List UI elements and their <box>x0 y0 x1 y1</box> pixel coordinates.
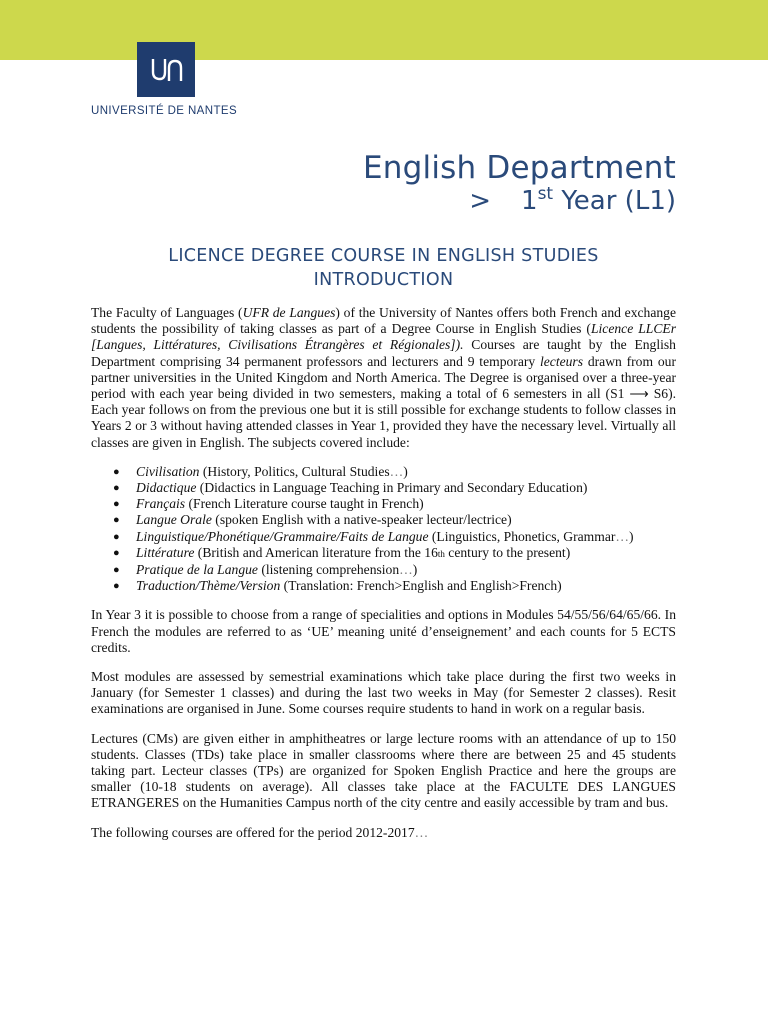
heading-line-2: INTRODUCTION <box>313 270 454 290</box>
intro-text: drawn from our partner universities in the United Kingdom and North America. The Degree is organised over a three-year period with each year being divided in two semesters, making a total of 6 semesters in all (S1 ⟶ S6). Each year follows on from the previous one but it is still possible for exchange students to follow classes in Years 2 or 3 without having attended classes in Year 1, provided they have the necessary level. Virtually all classes are given in English. The subjects covered include: <box>91 353 676 450</box>
subject-desc: (spoken English with a native-speaker lecteur/lectrice) <box>211 512 512 528</box>
arrow-glyph: > <box>469 186 492 216</box>
ellipsis: … <box>615 528 629 544</box>
subject-desc: (Linguistics, Phonetics, Grammar <box>428 528 616 544</box>
subject-name: Linguistique/Phonétique/Grammaire/Faits de Langue <box>136 528 429 544</box>
year-subtitle <box>469 186 676 216</box>
assessment-paragraph: Most modules are assessed by semestrial examinations which take place during the first two weeks in January (for Semester 1 classes) and during the last two weeks in May (for Semester 2 classes). Resit examinations are organised in June. Some courses require students to hand in work on a regular basis. <box>91 669 676 717</box>
bullet-icon: ● <box>113 482 120 495</box>
ellipsis: … <box>399 562 413 578</box>
un-monogram-icon <box>147 55 185 85</box>
ordinal-suffix: th <box>437 548 445 559</box>
bullet-icon: ● <box>113 465 120 478</box>
bullet-icon: ● <box>113 530 120 543</box>
bullet-icon: ● <box>113 546 120 559</box>
subject-name: Langue Orale <box>136 512 212 528</box>
intro-paragraph <box>91 305 676 451</box>
subject-desc: century to the present) <box>444 544 571 560</box>
header-band <box>0 0 768 60</box>
intro-italic: Licence LLCEr [Langues, Littératures, Civilisations Étrangères et Régionales]). <box>91 321 676 353</box>
list-item <box>91 496 676 512</box>
intro-italic: lecteurs <box>539 353 584 369</box>
bullet-icon: ● <box>113 564 120 577</box>
ellipsis: … <box>414 824 429 840</box>
subject-name: Traduction/Thème/Version <box>136 578 281 594</box>
year-ordinal: st <box>537 184 554 204</box>
subject-desc: (Translation: French>English and English>French) <box>280 578 562 594</box>
university-logo <box>137 42 195 97</box>
bullet-icon: ● <box>113 580 120 593</box>
subject-desc: (French Literature course taught in French) <box>185 496 424 512</box>
intro-text: ) of the University of Nantes offers both French and exchange students the possibility of taking classes as part of a Degree Course in English Studies ( <box>91 305 676 337</box>
subject-name: Didactique <box>136 480 197 496</box>
subject-name: Français <box>136 496 186 512</box>
subject-name: Littérature <box>136 544 195 560</box>
subject-desc: (History, Politics, Cultural Studies <box>199 463 390 479</box>
lectures-paragraph: Lectures (CMs) are given either in amphitheatres or large lecture rooms with an attendance of up to 150 students. Classes (TDs) take place in smaller classrooms where there are between 25 and 45 students taking part. Lecteur classes (TPs) are organized for Spoken English Practice and here the groups are smaller (10-18 students on average). All classes take place at the FACULTE DES LANGUES ETRANGERES on the Humanities Campus north of the city centre and easily accessible by tram and bus. <box>91 730 676 811</box>
subject-desc: (British and American literature from the 16 <box>194 544 438 560</box>
list-item <box>91 529 676 545</box>
department-title: English Department <box>363 150 676 186</box>
document-body <box>91 305 676 854</box>
list-item <box>91 480 676 496</box>
following-paragraph <box>91 825 676 841</box>
list-item <box>91 578 676 594</box>
subject-end: ) <box>403 463 408 479</box>
ellipsis: … <box>389 463 404 479</box>
intro-text: The Faculty of Languages ( <box>91 305 243 320</box>
year3-paragraph: In Year 3 it is possible to choose from a range of specialities and options in Modules 54/55/56/64/65/66. In French the modules are referred to as ‘UE’ meaning unité d’enseignement’ and each counts for 5 ECTS credits. <box>91 607 676 655</box>
list-item <box>91 464 676 480</box>
subject-end: ) <box>412 562 418 578</box>
subject-name: Pratique de la Langue <box>136 562 258 578</box>
subject-list <box>91 464 676 595</box>
bullet-icon: ● <box>113 514 120 527</box>
intro-italic: UFR de Langues <box>242 305 336 320</box>
following-text: The following courses are offered for the period 2012-2017 <box>91 824 415 840</box>
year-number: 1 <box>521 186 538 216</box>
list-item <box>91 512 676 528</box>
heading-line-1: LICENCE DEGREE COURSE IN ENGLISH STUDIES <box>168 246 599 266</box>
subject-desc: (Didactics in Language Teaching in Primary and Secondary Education) <box>196 480 588 496</box>
list-item <box>91 562 676 578</box>
university-name: UNIVERSITÉ DE NANTES <box>91 105 238 117</box>
year-label: Year (L1) <box>553 186 676 216</box>
subject-desc: (listening comprehension <box>257 562 400 578</box>
subject-end: ) <box>628 528 634 544</box>
intro-text: Courses are taught by the English Department comprising 34 permanent professors and lecturers and 9 temporary <box>91 337 676 369</box>
bullet-icon: ● <box>113 498 120 511</box>
section-heading <box>91 244 676 292</box>
list-item <box>91 545 676 562</box>
subject-name: Civilisation <box>136 463 200 479</box>
